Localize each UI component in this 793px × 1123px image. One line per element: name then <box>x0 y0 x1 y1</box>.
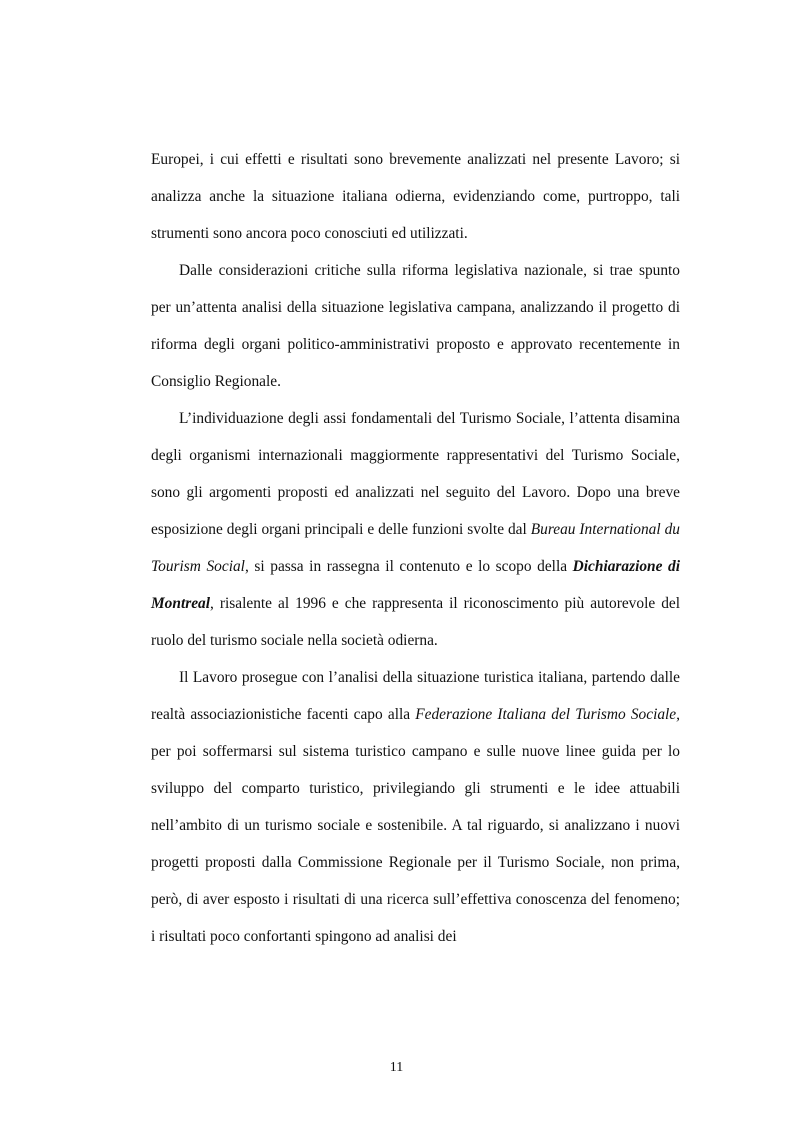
paragraph-4 <box>151 659 680 955</box>
paragraph-2-text: Dalle considerazioni critiche sulla riforma legislativa nazionale, si trae spunto per un’attenta analisi della situazione legislativa campana, analizzando il progetto di riforma degli organi politico-amministrativi proposto e approvato recentemente in Consiglio Regionale. <box>151 262 680 390</box>
page-number: 11 <box>389 1060 404 1075</box>
paragraph-2 <box>151 252 680 400</box>
page-body <box>151 141 680 955</box>
paragraph-4-text-b: per poi soffermarsi sul sistema turistico campano e sulle nuove linee guida per lo sviluppo del comparto turistico, privilegiando gli strumenti e le idee attuabili nell’ambito di un turismo sociale e sostenibile. A tal riguardo, si analizzano i nuovi progetti proposti dalla Commissione Regionale per il Turismo Sociale, non prima, però, di aver esposto i risultati di una ricerca sull’effettiva conoscenza del fenomeno; i risultati poco confortanti spingono ad analisi dei <box>151 743 680 945</box>
paragraph-4-text-a: Il Lavoro prosegue con l’analisi della situazione turistica italiana, partendo dalle realtà associazionistiche facenti capo alla <box>151 669 680 723</box>
paragraph-3-text-a: L’individuazione degli assi fondamentali del Turismo Sociale, l’attenta disamina degli organismi internazionali maggiormente rappresentativi del Turismo Sociale, sono gli argomenti proposti ed analizzati nel seguito del Lavoro. Dopo una breve esposizione degli organi principali e delle funzioni svolte dal <box>151 410 680 538</box>
paragraph-3 <box>151 400 680 659</box>
federation-name-italic: Federazione Italiana del Turismo Sociale, <box>415 706 680 723</box>
bureau-name-italic: Bureau International du Tourism Social <box>151 521 680 575</box>
paragraph-1 <box>151 141 680 252</box>
paragraph-1-text: Europei, i cui effetti e risultati sono brevemente analizzati nel presente Lavoro; si analizza anche la situazione italiana odierna, evidenziando come, purtroppo, tali strumenti sono ancora poco conosciuti ed utilizzati. <box>151 151 680 242</box>
declaration-title-bold-italic: Dichiarazione di Montreal <box>151 558 680 612</box>
paragraph-3-text-b: , si passa in rassegna il contenuto e lo scopo della <box>244 558 573 575</box>
paragraph-3-text-c: , risalente al 1996 e che rappresenta il riconoscimento più autorevole del ruolo del turismo sociale nella società odierna. <box>151 595 680 649</box>
